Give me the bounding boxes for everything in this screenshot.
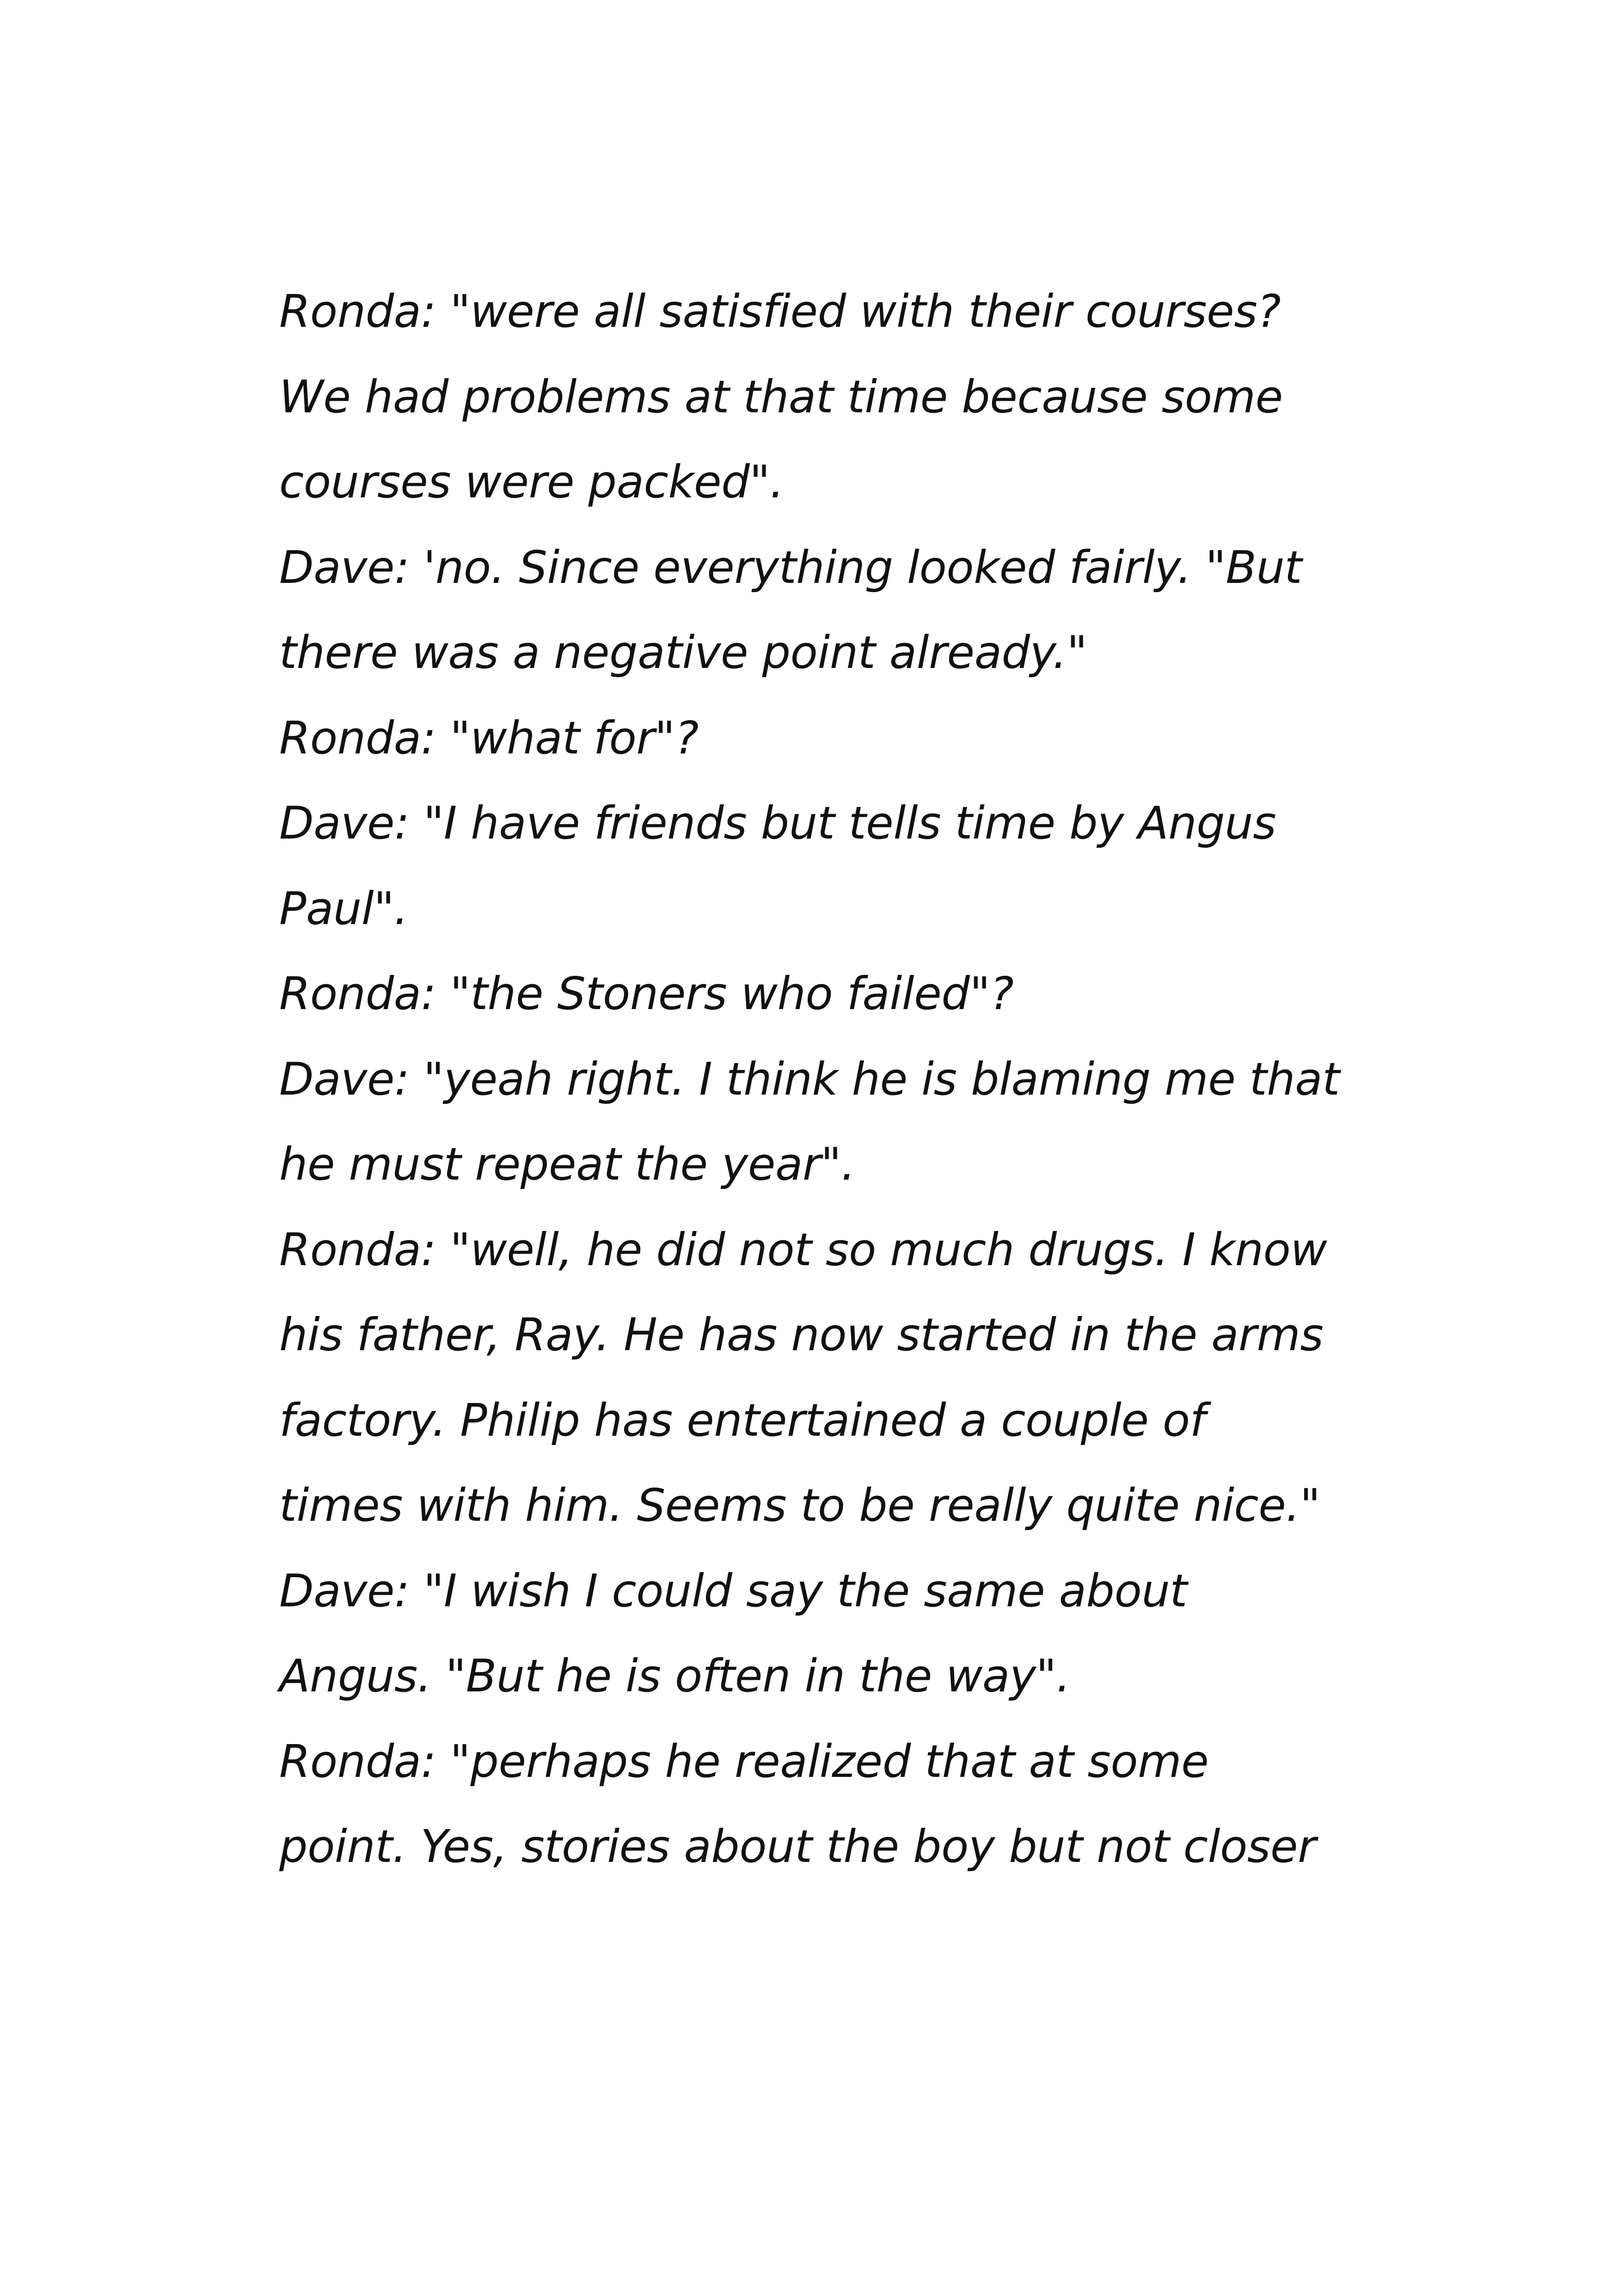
text-line: Dave: "I have friends but tells time by Angus <box>279 797 1276 849</box>
text-line: courses were packed". <box>279 456 784 508</box>
text-line: Paul". <box>279 882 408 935</box>
text-line: he must repeat the year". <box>279 1138 855 1190</box>
dialogue-text <box>279 269 1389 1890</box>
text-line: Dave: "I wish I could say the same about <box>279 1564 1187 1617</box>
text-line: factory. Philip has entertained a couple of <box>279 1394 1206 1446</box>
text-line: Ronda: "the Stoners who failed"? <box>279 967 1014 1020</box>
text-line: there was a negative point already." <box>279 626 1087 679</box>
text-line: times with him. Seems to be really quite nice." <box>279 1479 1320 1531</box>
text-line: Ronda: "perhaps he realized that at some <box>279 1735 1209 1788</box>
text-line: his father, Ray. He has now started in the arms <box>279 1309 1324 1361</box>
text-line: Ronda: "were all satisfied with their courses? <box>279 285 1281 337</box>
text-line: Angus. "But he is often in the way". <box>279 1650 1071 1702</box>
text-line: Dave: "yeah right. I think he is blaming me that <box>279 1053 1340 1105</box>
text-line: Ronda: "well, he did not so much drugs. I know <box>279 1223 1327 1276</box>
text-line: Dave: 'no. Since everything looked fairly. "But <box>279 541 1302 594</box>
text-line: point. Yes, stories about the boy but not closer <box>279 1820 1316 1873</box>
text-line: We had problems at that time because some <box>279 370 1283 423</box>
text-line: Ronda: "what for"? <box>279 711 699 764</box>
